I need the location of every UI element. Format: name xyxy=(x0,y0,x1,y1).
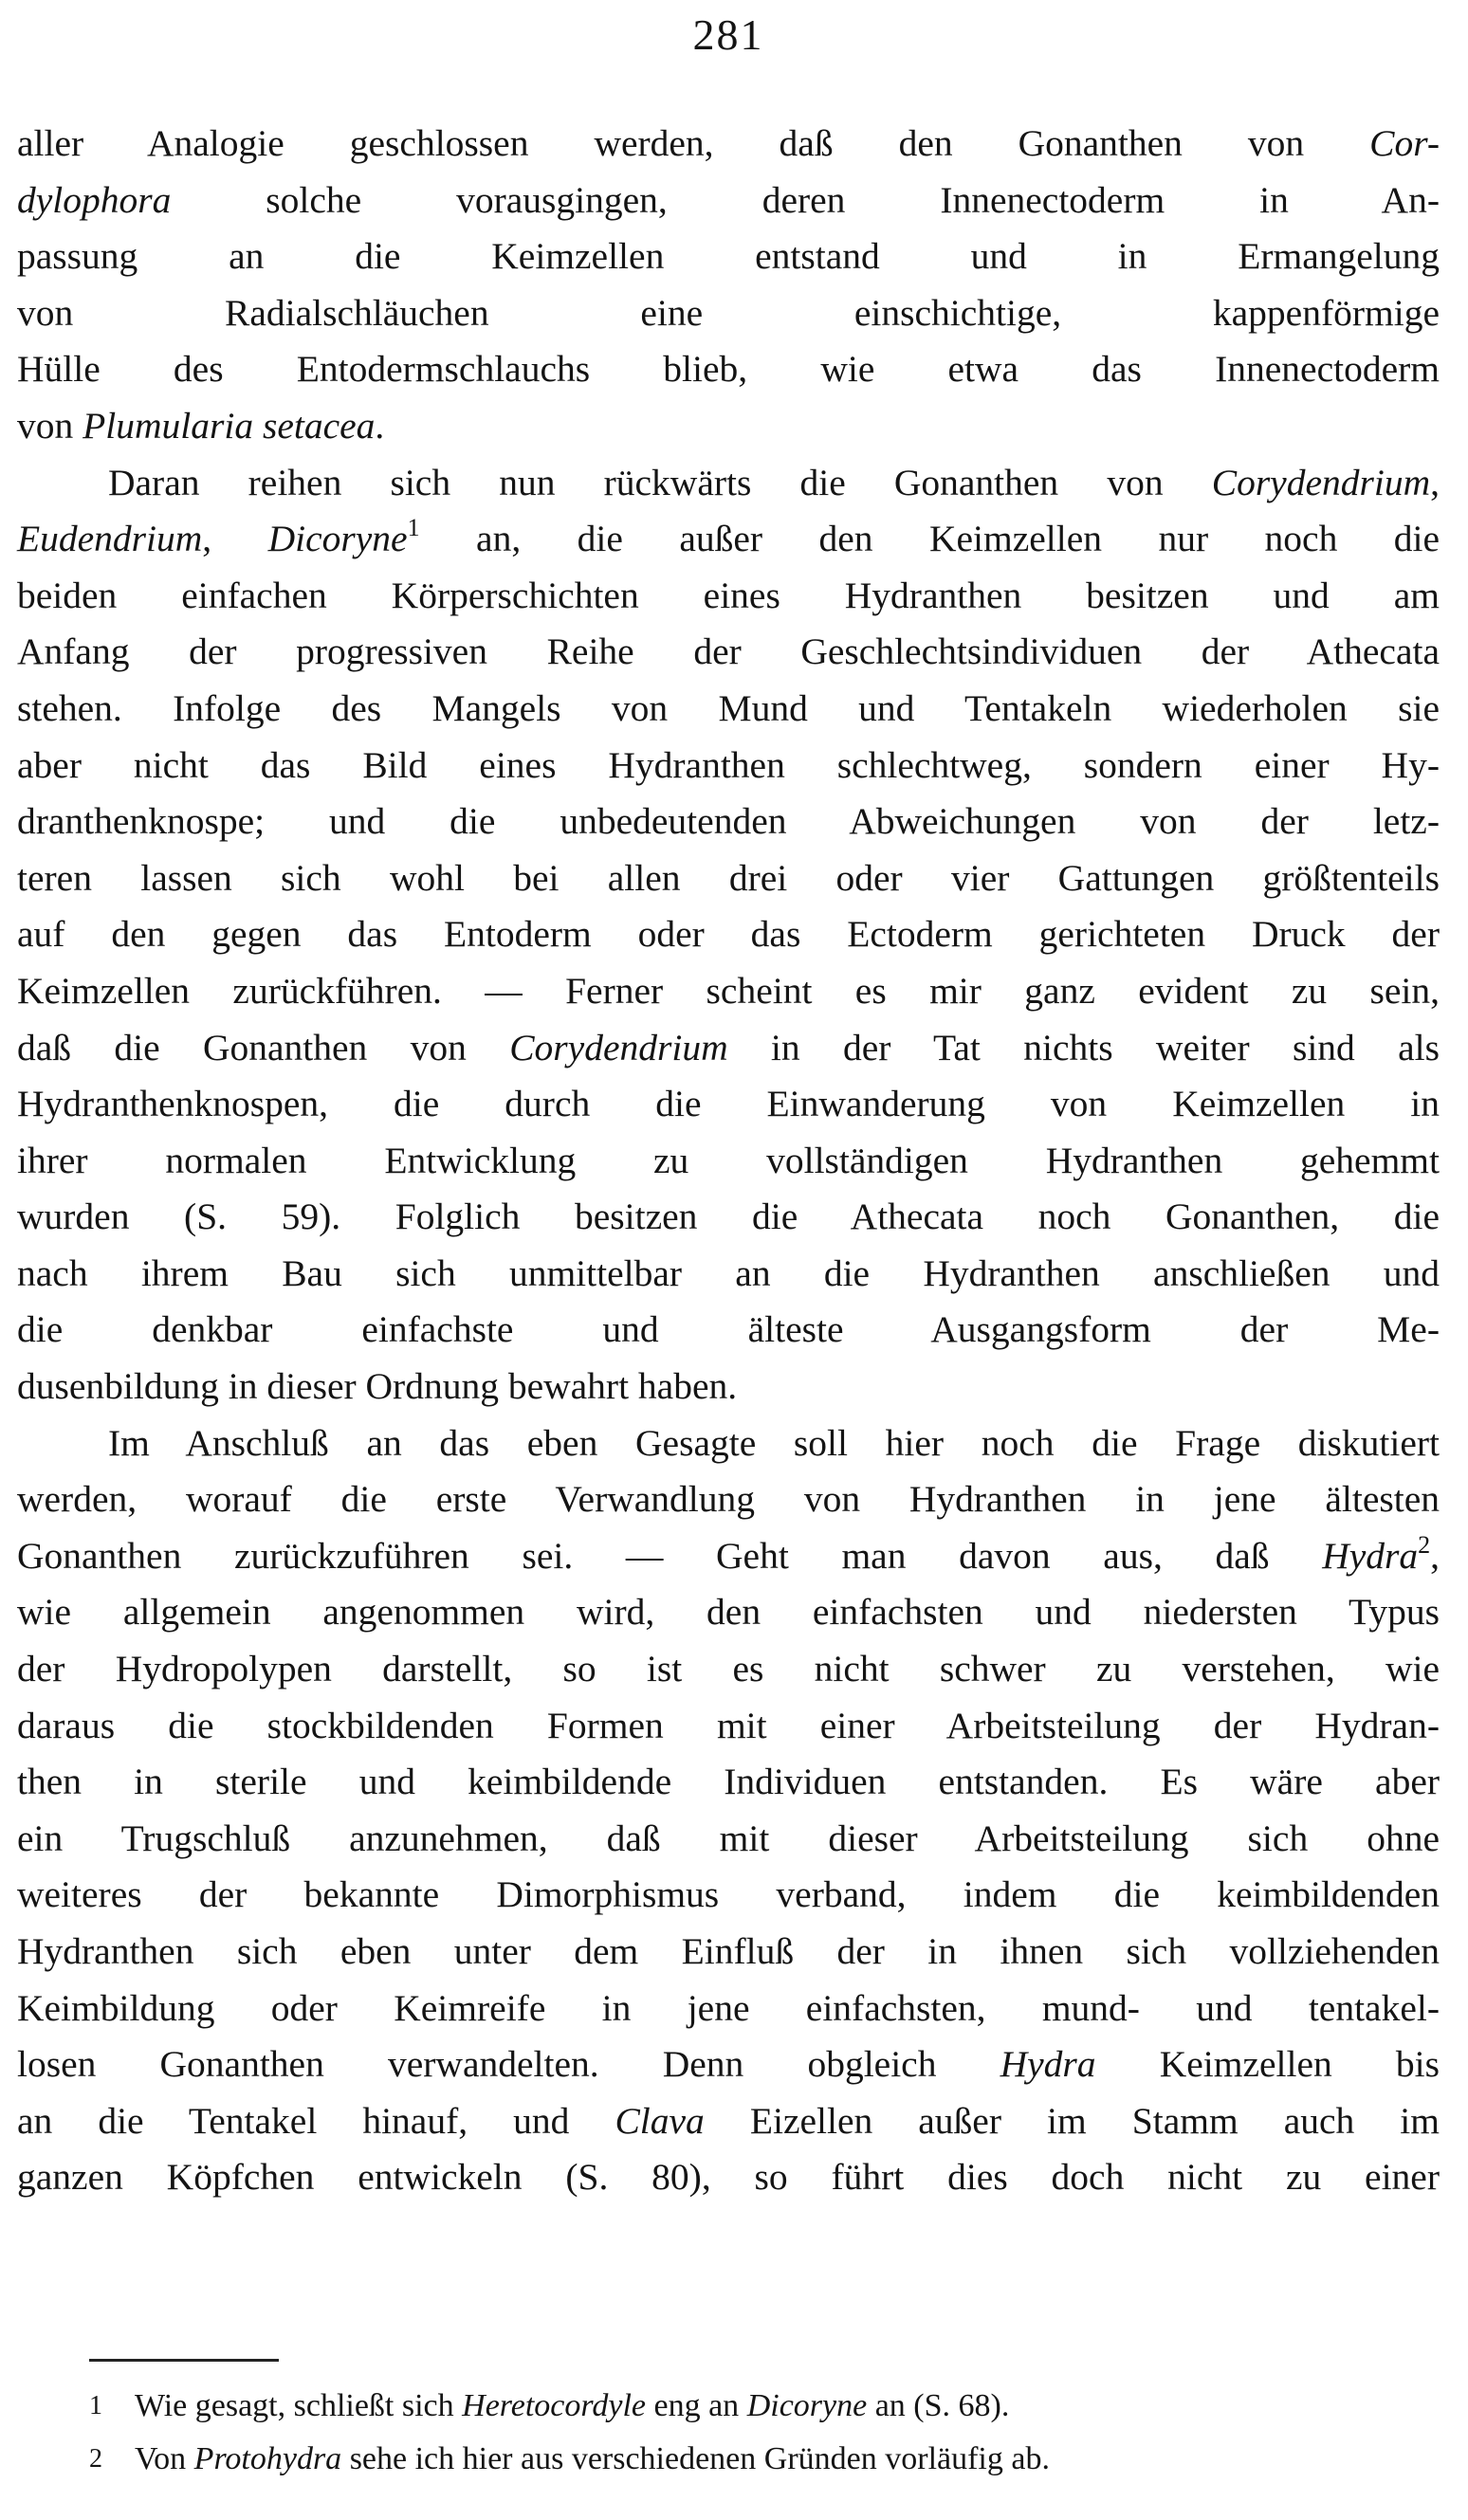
text-line: stehen. Infolge des Mangels von Mund und Tentakeln wiederholen sie xyxy=(17,686,1440,729)
text-line: ganzen Köpfchen entwickeln (S. 80), so führt dies doch nicht zu einer xyxy=(17,2156,1440,2199)
text-line: daraus die stockbildenden Formen mit einer Arbeitsteilung der Hydran- xyxy=(17,1704,1440,1746)
text-line: Hülle des Entodermschlauchs blieb, wie etwa das Innenectoderm xyxy=(17,348,1440,391)
footnote xyxy=(89,2380,1440,2433)
text-line: der Hydropolypen darstellt, so ist es nicht schwer zu verstehen, wie xyxy=(17,1648,1440,1690)
footnote-number: 1 xyxy=(89,2391,102,2420)
text-line: auf den gegen das Entoderm oder das Ectoderm gerichteten Druck der xyxy=(17,913,1440,956)
text-line: dylophora solche vorausgingen, deren Innenectoderm in An- xyxy=(17,178,1440,221)
text-line: aber nicht das Bild eines Hydranthen schlechtweg, sondern einer Hy- xyxy=(17,743,1440,786)
footnote-divider xyxy=(89,2359,279,2362)
text-line: Im Anschluß an das eben Gesagte soll hier noch die Frage diskutiert xyxy=(108,1421,1440,1464)
text-line: Gonanthen zurückzuführen sei. — Geht man davon aus, daß Hydra$^2$, xyxy=(17,1530,1440,1577)
text-line: ihrer normalen Entwicklung zu vollständigen Hydranthen gehemmt xyxy=(17,1139,1440,1181)
text-line: die denkbar einfachste und älteste Ausgangsform der Me- xyxy=(17,1308,1440,1351)
text-line: ein Trugschluß anzunehmen, daß mit dieser Arbeitsteilung sich ohne xyxy=(17,1817,1440,1859)
text-line: losen Gonanthen verwandelten. Denn obgleich Hydra Keimzellen bis xyxy=(17,2043,1440,2086)
body-text xyxy=(17,116,1440,2206)
text-line: Eudendrium, Dicoryne$^1$ an, die außer den Keimzellen nur noch die xyxy=(17,514,1440,560)
text-line: werden, worauf die erste Verwandlung von Hydranthen in jene ältesten xyxy=(17,1478,1440,1521)
footnote-text: Von Protohydra sehe ich hier aus verschiedenen Gründen vorläufig ab. xyxy=(135,2441,1050,2476)
footnote xyxy=(89,2433,1440,2486)
page-number: 281 xyxy=(692,10,764,59)
text-line: then in sterile und keimbildende Individuen entstanden. Es wäre aber xyxy=(17,1761,1440,1803)
text-line: passung an die Keimzellen entstand und in Ermangelung xyxy=(17,235,1440,278)
text-line: daß die Gonanthen von Corydendrium in der Tat nichts weiter sind als xyxy=(17,1026,1440,1068)
text-line: wurden (S. 59). Folglich besitzen die Athecata noch Gonanthen, die xyxy=(17,1196,1440,1238)
text-line: weiteres der bekannte Dimorphismus verband, indem die keimbildenden xyxy=(17,1873,1440,1916)
text-line: aller Analogie geschlossen werden, daß den Gonanthen von Cor- xyxy=(17,122,1440,164)
text-line: Anfang der progressiven Reihe der Geschlechtsindividuen der Athecata xyxy=(17,630,1440,673)
text-line: teren lassen sich wohl bei allen drei oder vier Gattungen größtenteils xyxy=(17,856,1440,899)
text-line: beiden einfachen Körperschichten eines Hydranthen besitzen und am xyxy=(17,574,1440,616)
text-line: Keimbildung oder Keimreife in jene einfachsten, mund- und tentakel- xyxy=(17,1986,1440,2029)
text-line: nach ihrem Bau sich unmittelbar an die Hydranthen anschließen und xyxy=(17,1251,1440,1294)
text-line: Hydranthen sich eben unter dem Einfluß der in ihnen sich vollziehenden xyxy=(17,1930,1440,1972)
footnote-number: 2 xyxy=(89,2444,102,2474)
text-line: dusenbildung in dieser Ordnung bewahrt haben. xyxy=(17,1365,738,1408)
text-line: Keimzellen zurückführen. — Ferner scheint es mir ganz evident zu sein, xyxy=(17,969,1440,1012)
footnotes xyxy=(89,2380,1440,2486)
book-page xyxy=(17,0,1440,2520)
text-line: von Plumularia setacea. xyxy=(17,404,385,447)
text-line: Hydranthenknospen, die durch die Einwanderung von Keimzellen in xyxy=(17,1083,1440,1125)
text-line: von Radialschläuchen eine einschichtige, kappenförmige xyxy=(17,291,1440,334)
text-line: dranthenknospe; und die unbedeutenden Abweichungen von der letz- xyxy=(17,800,1440,843)
text-line: Daran reihen sich nun rückwärts die Gonanthen von Corydendrium, xyxy=(108,461,1440,503)
text-line: an die Tentakel hinauf, und Clava Eizellen außer im Stamm auch im xyxy=(17,2099,1440,2142)
text-line: wie allgemein angenommen wird, den einfachsten und niedersten Typus xyxy=(17,1591,1440,1634)
footnote-text: Wie gesagt, schließt sich Heretocordyle eng an Dicoryne an (S. 68). xyxy=(135,2388,1010,2423)
